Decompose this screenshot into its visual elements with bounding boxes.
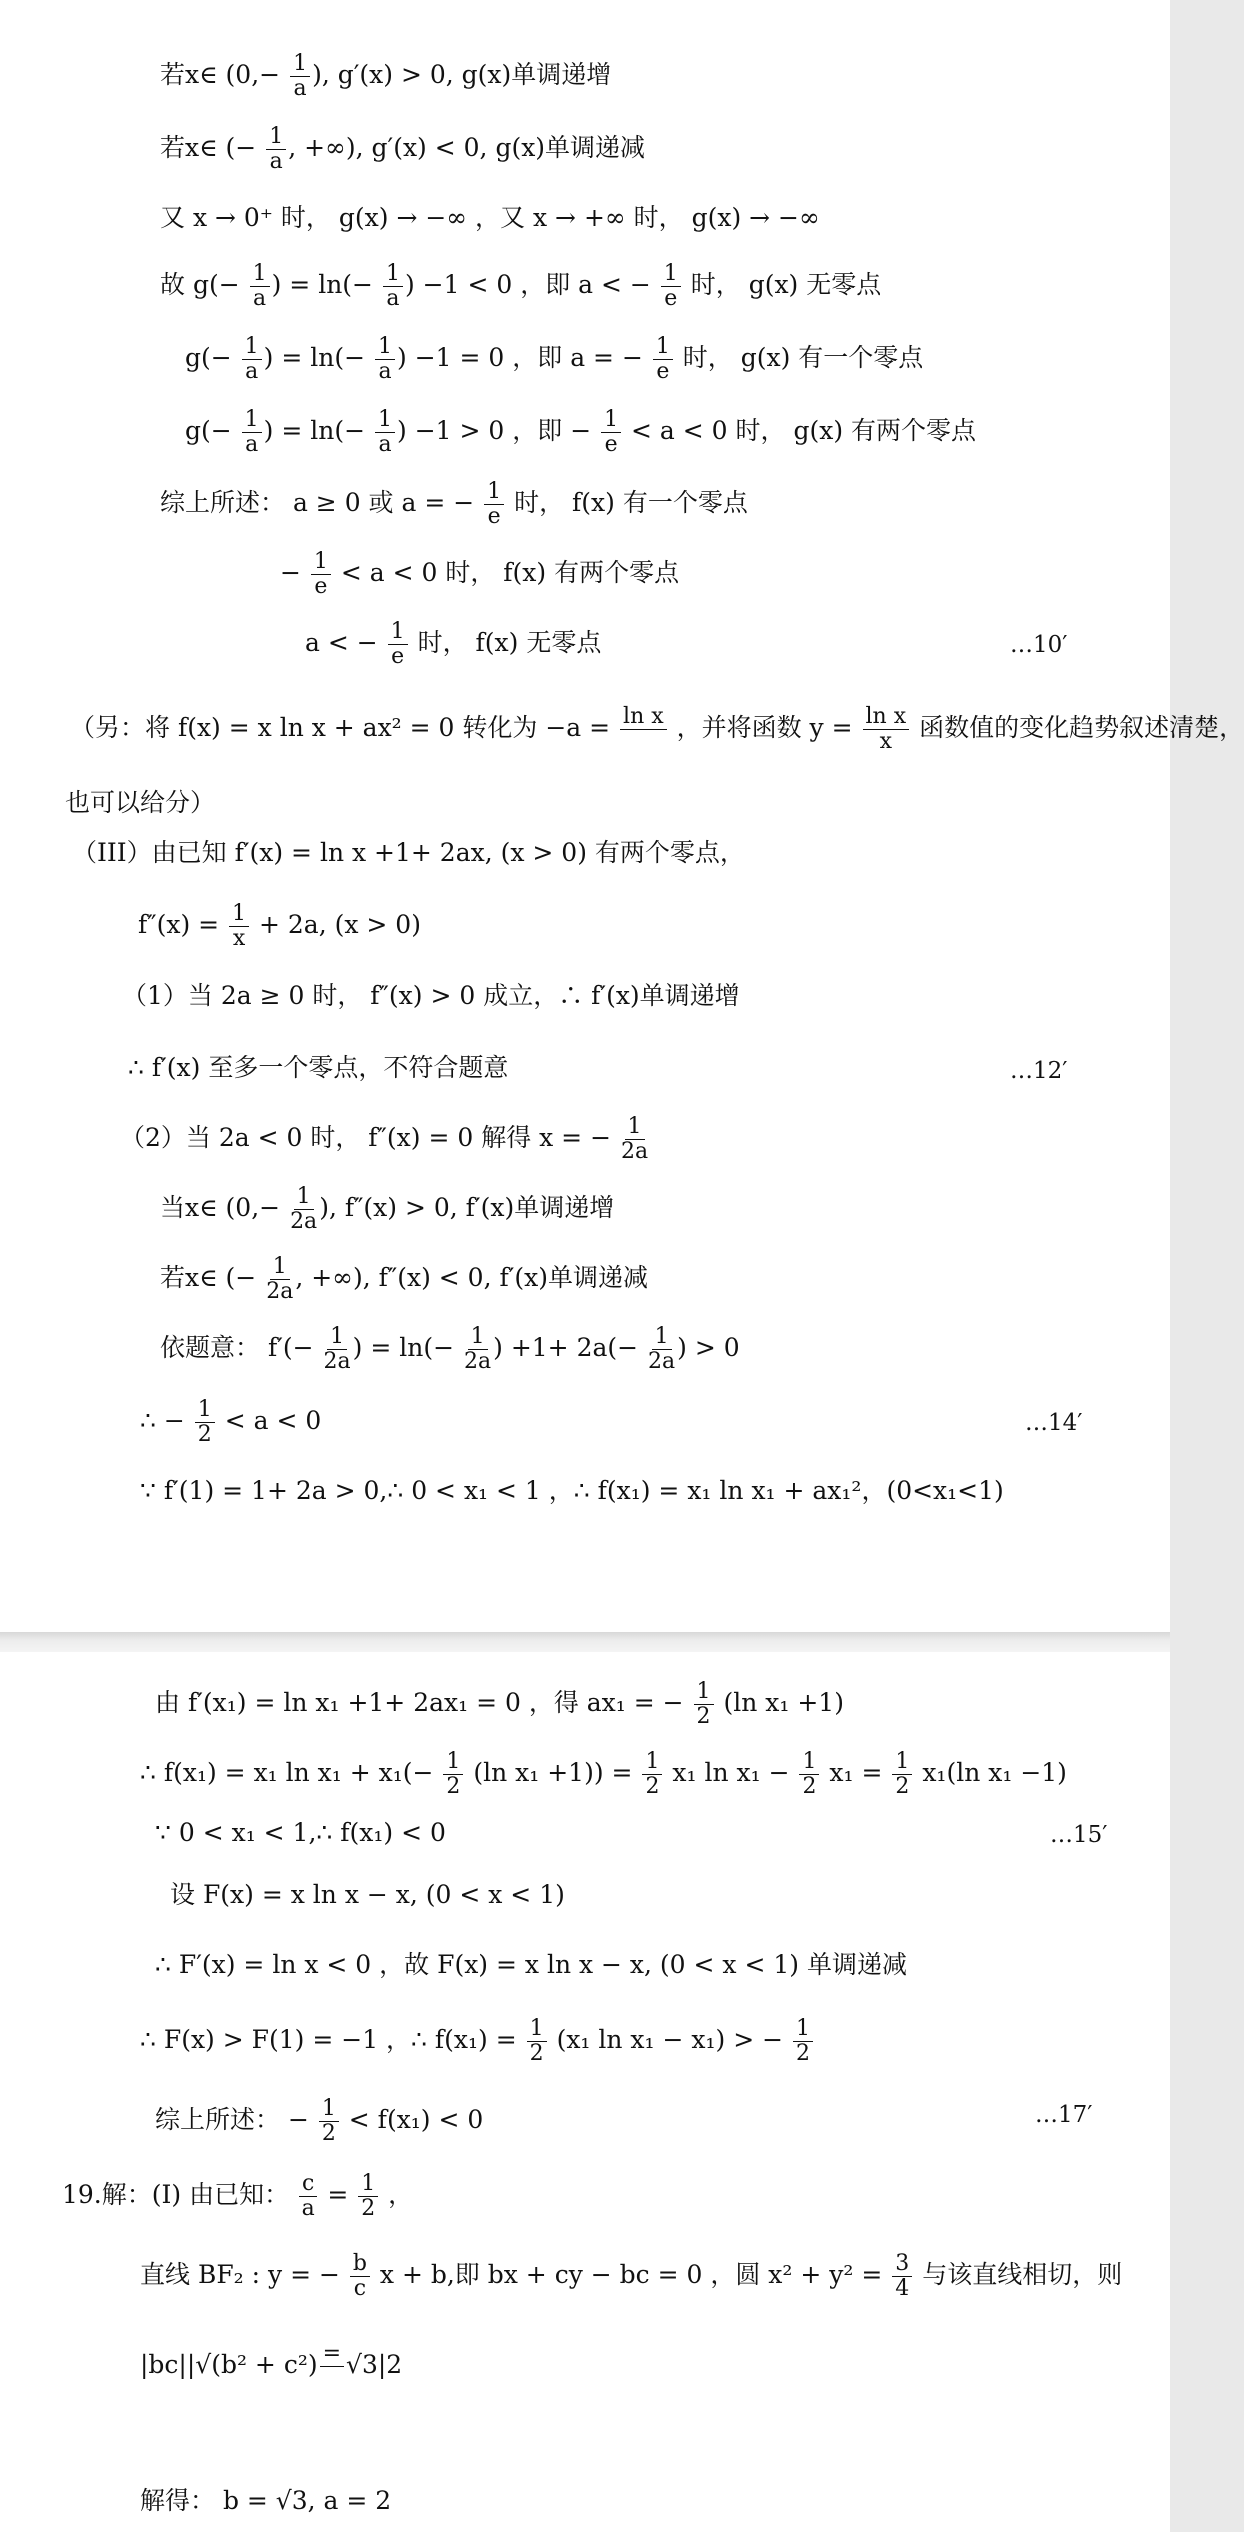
math-text: 又 x → 0⁺ 时， g(x) → −∞ ，又 x → +∞ 时， g(x) → −∞ — [160, 203, 820, 232]
math-text: ) = ln(− — [352, 1333, 462, 1363]
math-text: ), g′(x) > 0, g(x)单调递增 — [312, 60, 612, 90]
math-text: ) −1 > 0 ，即 − — [397, 416, 600, 446]
fraction: $\frac{1}{2a}$ — [464, 1324, 492, 1375]
math-text: ∴ f′(x) 至多一个零点，不符合题意 — [128, 1053, 509, 1082]
math-text: ，并将函数 y = — [668, 713, 861, 743]
math-line — [128, 1055, 508, 1080]
fraction: $\frac{1}{a}$ — [242, 335, 262, 384]
fraction: $\frac{b}{c}$ — [350, 2252, 370, 2301]
math-text: 时， f(x) 有一个零点 — [506, 488, 748, 518]
fraction: $\frac{1}{a}$ — [375, 408, 395, 457]
math-text: < a < 0 时， g(x) 有两个零点 — [623, 416, 977, 446]
math-text: （III）由已知 f′(x) = ln x +1+ 2ax, (x > 0) 有两个零点， — [72, 838, 745, 867]
score-mark: …10′ — [1010, 632, 1068, 658]
math-line — [138, 902, 421, 951]
math-text: 由 f′(x₁) = ln x₁ +1+ 2ax₁ = 0 ，得 ax₁ = − — [155, 1688, 692, 1718]
math-text: （1）当 2a ≥ 0 时， f″(x) > 0 成立，∴ f′(x)单调递增 — [122, 981, 740, 1010]
math-text: (ln x₁ +1)) = — [465, 1758, 641, 1788]
math-line — [70, 705, 1244, 754]
math-text: , +∞), f″(x) < 0, f′(x)单调递减 — [295, 1263, 649, 1293]
fraction: $\frac{1}{e}$ — [661, 262, 681, 311]
score-mark: …12′ — [1010, 1058, 1068, 1084]
math-text: 当x∈ (0,− — [160, 1193, 289, 1223]
math-text: f″(x) = — [138, 910, 228, 940]
math-line — [155, 2097, 483, 2146]
fraction: $\frac{1}{2}$ — [642, 1750, 662, 1799]
fraction: = — [320, 2342, 344, 2391]
math-text: ) −1 = 0 ，即 a = − — [397, 343, 651, 373]
math-text: ∴ F′(x) = ln x < 0 ，故 F(x) = x ln x − x, (0 < x < 1) 单调递减 — [155, 1950, 907, 1979]
math-text: 综上所述： − — [155, 2105, 317, 2135]
math-text: 解得： b = √3, a = 2 — [140, 2486, 392, 2515]
math-text: ∴ − — [140, 1406, 193, 1436]
fraction: $\frac{1}{e}$ — [388, 620, 408, 669]
math-text: 若x∈ (− — [160, 1263, 265, 1293]
math-line — [140, 1750, 1067, 1799]
math-text: ) +1+ 2a(− — [493, 1333, 647, 1363]
fraction: ln x — [620, 705, 667, 754]
fraction: $\frac{1}{a}$ — [375, 335, 395, 384]
math-line — [65, 790, 215, 815]
fraction: $\frac{1}{e}$ — [484, 480, 504, 529]
math-text: 与该直线相切，则 — [914, 2260, 1123, 2290]
math-line — [62, 2172, 413, 2221]
math-line — [140, 1478, 1004, 1503]
math-text: |bc||√(b² + c²) — [140, 2350, 318, 2380]
answer-page-2 — [0, 1652, 1170, 2532]
score-mark: …14′ — [1025, 1410, 1083, 1436]
math-text: （另：将 f(x) = x ln x + ax² = 0 转化为 −a = — [70, 713, 619, 743]
math-line — [160, 125, 645, 174]
math-text: x₁ ln x₁ − — [664, 1758, 798, 1788]
fraction: $\frac{1}{2a}$ — [290, 1184, 318, 1235]
math-line — [140, 2488, 391, 2513]
math-text: ∵ f′(1) = 1+ 2a > 0,∴ 0 < x₁ < 1 ，∴ f(x₁) = x₁ ln x₁ + ax₁²，(0<x₁<1) — [140, 1476, 1004, 1505]
fraction: $\frac{1}{2}$ — [195, 1398, 215, 1447]
math-text: g(− — [185, 343, 240, 373]
math-text: < f(x₁) < 0 — [340, 2105, 484, 2135]
math-text: 若x∈ (0,− — [160, 60, 289, 90]
page-separator — [0, 1632, 1170, 1652]
fraction: $\frac{c}{a}$ — [299, 2172, 317, 2221]
math-line — [120, 1115, 650, 1164]
fraction: $\frac{1}{2}$ — [358, 2172, 378, 2221]
fraction: $\frac{1}{a}$ — [242, 408, 262, 457]
math-line — [160, 262, 881, 311]
math-line — [280, 550, 679, 599]
math-line — [155, 1680, 844, 1729]
math-line — [160, 205, 820, 230]
math-text: , +∞), g′(x) < 0, g(x)单调递减 — [288, 133, 646, 163]
math-text: 综上所述： a ≥ 0 或 a = − — [160, 488, 483, 518]
math-line — [140, 2017, 815, 2066]
math-text: x₁(ln x₁ −1) — [914, 1758, 1067, 1788]
score-mark: …17′ — [1035, 2102, 1093, 2128]
fraction: $\frac{1}{2a}$ — [620, 1114, 649, 1165]
math-line — [155, 1820, 446, 1845]
math-text: 函数值的变化趋势叙述清楚， — [911, 713, 1244, 743]
math-text: 依题意： f′(− — [160, 1333, 322, 1363]
math-text: = — [319, 2180, 357, 2210]
math-text: 时， g(x) 无零点 — [682, 270, 882, 300]
fraction: $\frac{3}{4}$ — [892, 2252, 912, 2301]
math-text: x + b,即 bx + cy − bc = 0 ，圆 x² + y² = — [371, 2260, 891, 2290]
fraction: $\frac{1}{e}$ — [653, 335, 673, 384]
math-line — [160, 1185, 614, 1234]
math-text: a < − — [305, 628, 386, 658]
fraction: $\frac{1}{a}$ — [250, 262, 270, 311]
fraction: $\frac{1}{2}$ — [799, 1750, 819, 1799]
math-text: √3|2 — [346, 2350, 403, 2380]
fraction: $\frac{1}{2}$ — [694, 1680, 714, 1729]
fraction: $\frac{1}{2}$ — [527, 2017, 547, 2066]
math-text: ， — [380, 2180, 414, 2210]
math-line — [140, 2342, 402, 2391]
fraction: $\frac{1}{2}$ — [319, 2097, 339, 2146]
fraction: $\frac{1}{2}$ — [892, 1750, 912, 1799]
math-line — [122, 983, 740, 1008]
math-line — [160, 52, 611, 101]
fraction: $\frac{1}{a}$ — [383, 262, 403, 311]
math-text: 设 F(x) = x ln x − x, (0 < x < 1) — [170, 1880, 565, 1909]
math-text: 直线 BF₂ : y = − — [140, 2260, 348, 2290]
math-text: < a < 0 — [216, 1406, 322, 1436]
fraction: $\frac{1}{a}$ — [290, 52, 310, 101]
math-text: 19.解：(I) 由已知： — [62, 2180, 298, 2210]
math-text: < a < 0 时， f(x) 有两个零点 — [332, 558, 680, 588]
math-text: − — [280, 558, 309, 588]
math-text: 若x∈ (− — [160, 133, 265, 163]
math-text: ) = ln(− — [263, 343, 373, 373]
math-line — [140, 1398, 321, 1447]
math-line — [185, 408, 976, 457]
math-text: (x₁ ln x₁ − x₁) > − — [548, 2025, 792, 2055]
math-line — [160, 480, 748, 529]
math-line — [160, 1255, 648, 1304]
math-text: 时， g(x) 有一个零点 — [674, 343, 924, 373]
fraction: $\frac{1}{a}$ — [266, 125, 286, 174]
math-line — [155, 1952, 907, 1977]
math-text: ) > 0 — [677, 1333, 740, 1363]
math-line — [170, 1882, 565, 1907]
math-text: 故 g(− — [160, 270, 248, 300]
fraction: $\frac{1}{2}$ — [793, 2017, 813, 2066]
math-text: （2）当 2a < 0 时， f″(x) = 0 解得 x = − — [120, 1123, 619, 1153]
fraction: $\frac{\text{ln x}}{x}$ — [863, 705, 910, 754]
math-text: + 2a, (x > 0) — [251, 910, 421, 940]
fraction: $\frac{1}{2a}$ — [648, 1324, 676, 1375]
fraction: $\frac{1}{2}$ — [443, 1750, 463, 1799]
math-text: ) = ln(− — [263, 416, 373, 446]
math-text: ), f″(x) > 0, f′(x)单调递增 — [319, 1193, 615, 1223]
math-text: 也可以给分） — [65, 788, 216, 817]
math-text: x₁ = — [821, 1758, 891, 1788]
fraction: $\frac{1}{e}$ — [601, 408, 621, 457]
fraction: $\frac{1}{2a}$ — [323, 1324, 351, 1375]
fraction: $\frac{1}{e}$ — [311, 550, 331, 599]
math-line — [185, 335, 923, 384]
score-mark: …15′ — [1050, 1822, 1108, 1848]
fraction: $\frac{1}{2a}$ — [266, 1254, 294, 1305]
math-text: g(− — [185, 416, 240, 446]
math-text: ∵ 0 < x₁ < 1,∴ f(x₁) < 0 — [155, 1818, 446, 1847]
math-text: ) −1 < 0 ，即 a < − — [404, 270, 659, 300]
math-text: 时， f(x) 无零点 — [409, 628, 602, 658]
math-line — [160, 1325, 740, 1374]
math-text: ) = ln(− — [271, 270, 381, 300]
math-line — [140, 2252, 1122, 2301]
math-text: (ln x₁ +1) — [715, 1688, 844, 1718]
math-line — [72, 840, 745, 865]
math-line — [305, 620, 601, 669]
fraction: $\frac{1}{x}$ — [229, 902, 249, 951]
math-text: ∴ f(x₁) = x₁ ln x₁ + x₁(− — [140, 1758, 442, 1788]
math-text: ∴ F(x) > F(1) = −1 ，∴ f(x₁) = — [140, 2025, 525, 2055]
